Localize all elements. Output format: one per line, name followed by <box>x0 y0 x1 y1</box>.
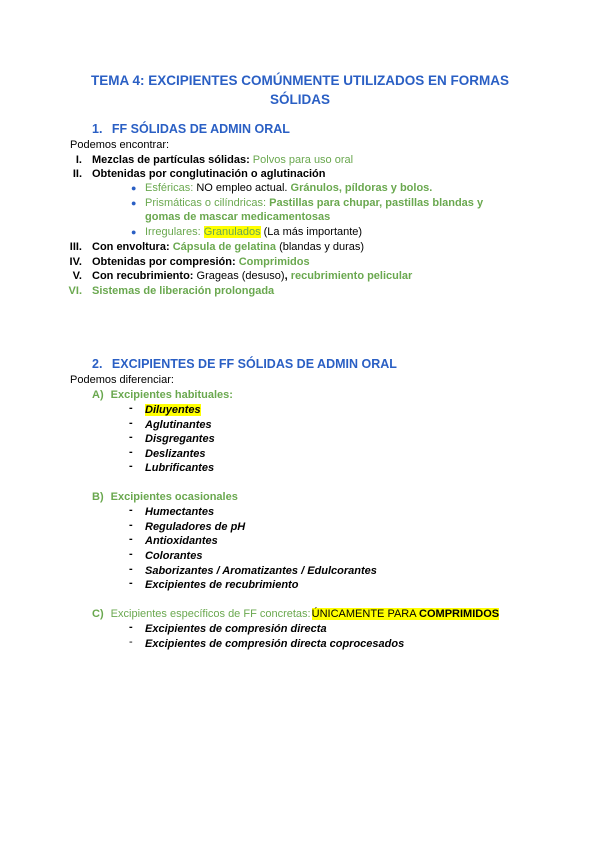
item-value: Polvos para uso oral <box>252 154 354 166</box>
sub-item-irregulares <box>145 225 362 239</box>
sub-item-note: (La más importante) <box>263 226 363 238</box>
dash-bullet: - <box>129 504 133 516</box>
section-1-heading <box>92 122 290 136</box>
item-note: (blandas y duras) <box>279 241 365 253</box>
page-title: TEMA 4: EXCIPIENTES COMÚNMENTE UTILIZADOS EN FORMAS SÓLIDAS <box>90 73 509 107</box>
list-item: Humectantes <box>145 506 215 518</box>
dash-bullet: - <box>129 533 133 545</box>
sub-item-value-highlight: Granulados <box>203 226 261 238</box>
item-value: Comprimidos <box>238 256 310 268</box>
roman-numeral: I. <box>75 154 82 166</box>
list-item: Excipientes de compresión directa <box>145 623 327 635</box>
item-label: Sistemas de liberación prolongada <box>92 285 275 297</box>
roman-numeral: II. <box>72 168 82 180</box>
list-item: Disgregantes <box>145 433 215 445</box>
list-item: Deslizantes <box>145 448 206 460</box>
sub-item-esfericas: Esféricas: NO empleo actual. Gránulos, píldoras y bolos. <box>145 182 433 194</box>
list-item-vi <box>60 284 274 298</box>
list-item: Aglutinantes <box>145 419 212 431</box>
list-item <box>145 403 201 417</box>
roman-numeral: III. <box>69 241 82 253</box>
sub-item-prismaticas-cont: gomas de mascar medicamentosas <box>145 211 331 223</box>
sub-item-note: NO empleo actual <box>196 182 285 194</box>
item-value: Cápsula de gelatina <box>172 241 276 253</box>
dash-bullet: - <box>129 519 133 531</box>
sub-item-prismaticas <box>145 196 483 210</box>
highlight-text: ÚNICAMENTE PARA <box>311 608 416 620</box>
dash-bullet: - <box>129 636 133 648</box>
section-2-number: 2. <box>92 357 103 371</box>
list-item: Colorantes <box>145 550 203 562</box>
sub-item-label: Irregulares: <box>145 226 201 238</box>
dash-bullet: - <box>129 621 133 633</box>
item-label: Con recubrimiento: <box>92 270 194 282</box>
group-b-heading <box>92 490 238 504</box>
section-2-intro: Podemos diferenciar: <box>70 374 174 386</box>
sub-item-value: Pastillas para chupar, pastillas blandas y <box>269 197 484 209</box>
list-item-ii <box>60 167 325 181</box>
item-label: Con envoltura: <box>92 241 170 253</box>
dash-bullet: - <box>129 446 133 458</box>
roman-numeral: IV. <box>69 256 82 268</box>
list-item-text-highlight: Diluyentes <box>145 404 201 416</box>
list-item: Antioxidantes <box>145 535 218 547</box>
section-1-intro: Podemos encontrar: <box>70 139 170 151</box>
group-letter: C) <box>92 608 104 620</box>
item-note: Grageas (desuso) <box>196 270 285 282</box>
list-item: Excipientes de recubrimiento <box>145 579 299 591</box>
dash-bullet: - <box>129 460 133 472</box>
dash-bullet: - <box>129 402 133 414</box>
roman-numeral: V. <box>72 270 82 282</box>
bullet-icon: ● <box>131 227 137 237</box>
item-label: Obtenidas por compresión: <box>92 256 236 268</box>
highlight-text-bold: COMPRIMIDOS <box>419 608 500 620</box>
list-item: Reguladores de pH <box>145 521 246 533</box>
list-item-v: V. Con recubrimiento: Grageas (desuso), recubrimiento pelicular <box>60 269 412 283</box>
group-c-heading <box>92 607 499 621</box>
list-item: Lubrificantes <box>145 462 215 474</box>
section-1-number: 1. <box>92 122 103 136</box>
list-item: Excipientes de compresión directa coprocesados <box>145 638 405 650</box>
group-label: Excipientes habituales: <box>110 389 233 401</box>
list-item-i <box>60 153 353 167</box>
item-label: Obtenidas por conglutinación o aglutinación <box>92 168 326 180</box>
item-label: Mezclas de partículas sólidas: <box>92 154 250 166</box>
list-item-iii <box>60 240 364 254</box>
dash-bullet: - <box>129 563 133 575</box>
group-a-heading <box>92 388 233 402</box>
item-value: recubrimiento pelicular <box>290 270 413 282</box>
list-item-iv <box>60 255 310 269</box>
bullet-icon: ● <box>131 198 137 208</box>
group-letter: A) <box>92 389 104 401</box>
sub-item-label: Prismáticas o cilíndricas: <box>145 197 267 209</box>
group-label: Excipientes específicos de FF concretas: <box>110 608 311 620</box>
section-2-heading <box>92 357 397 371</box>
sub-item-value: Gránulos, píldoras y bolos. <box>290 182 433 194</box>
section-2-title: EXCIPIENTES DE FF SÓLIDAS DE ADMIN ORAL <box>111 357 397 371</box>
dash-bullet: - <box>129 577 133 589</box>
roman-numeral: VI. <box>68 285 82 297</box>
dash-bullet: - <box>129 548 133 560</box>
sub-item-label: Esféricas: <box>145 182 194 194</box>
group-letter: B) <box>92 491 104 503</box>
group-label: Excipientes ocasionales <box>110 491 238 503</box>
list-item: Saborizantes / Aromatizantes / Edulcorantes <box>145 565 377 577</box>
dash-bullet: - <box>129 417 133 429</box>
dash-bullet: - <box>129 431 133 443</box>
section-1-title: FF SÓLIDAS DE ADMIN ORAL <box>111 122 290 136</box>
bullet-icon: ● <box>131 183 137 193</box>
